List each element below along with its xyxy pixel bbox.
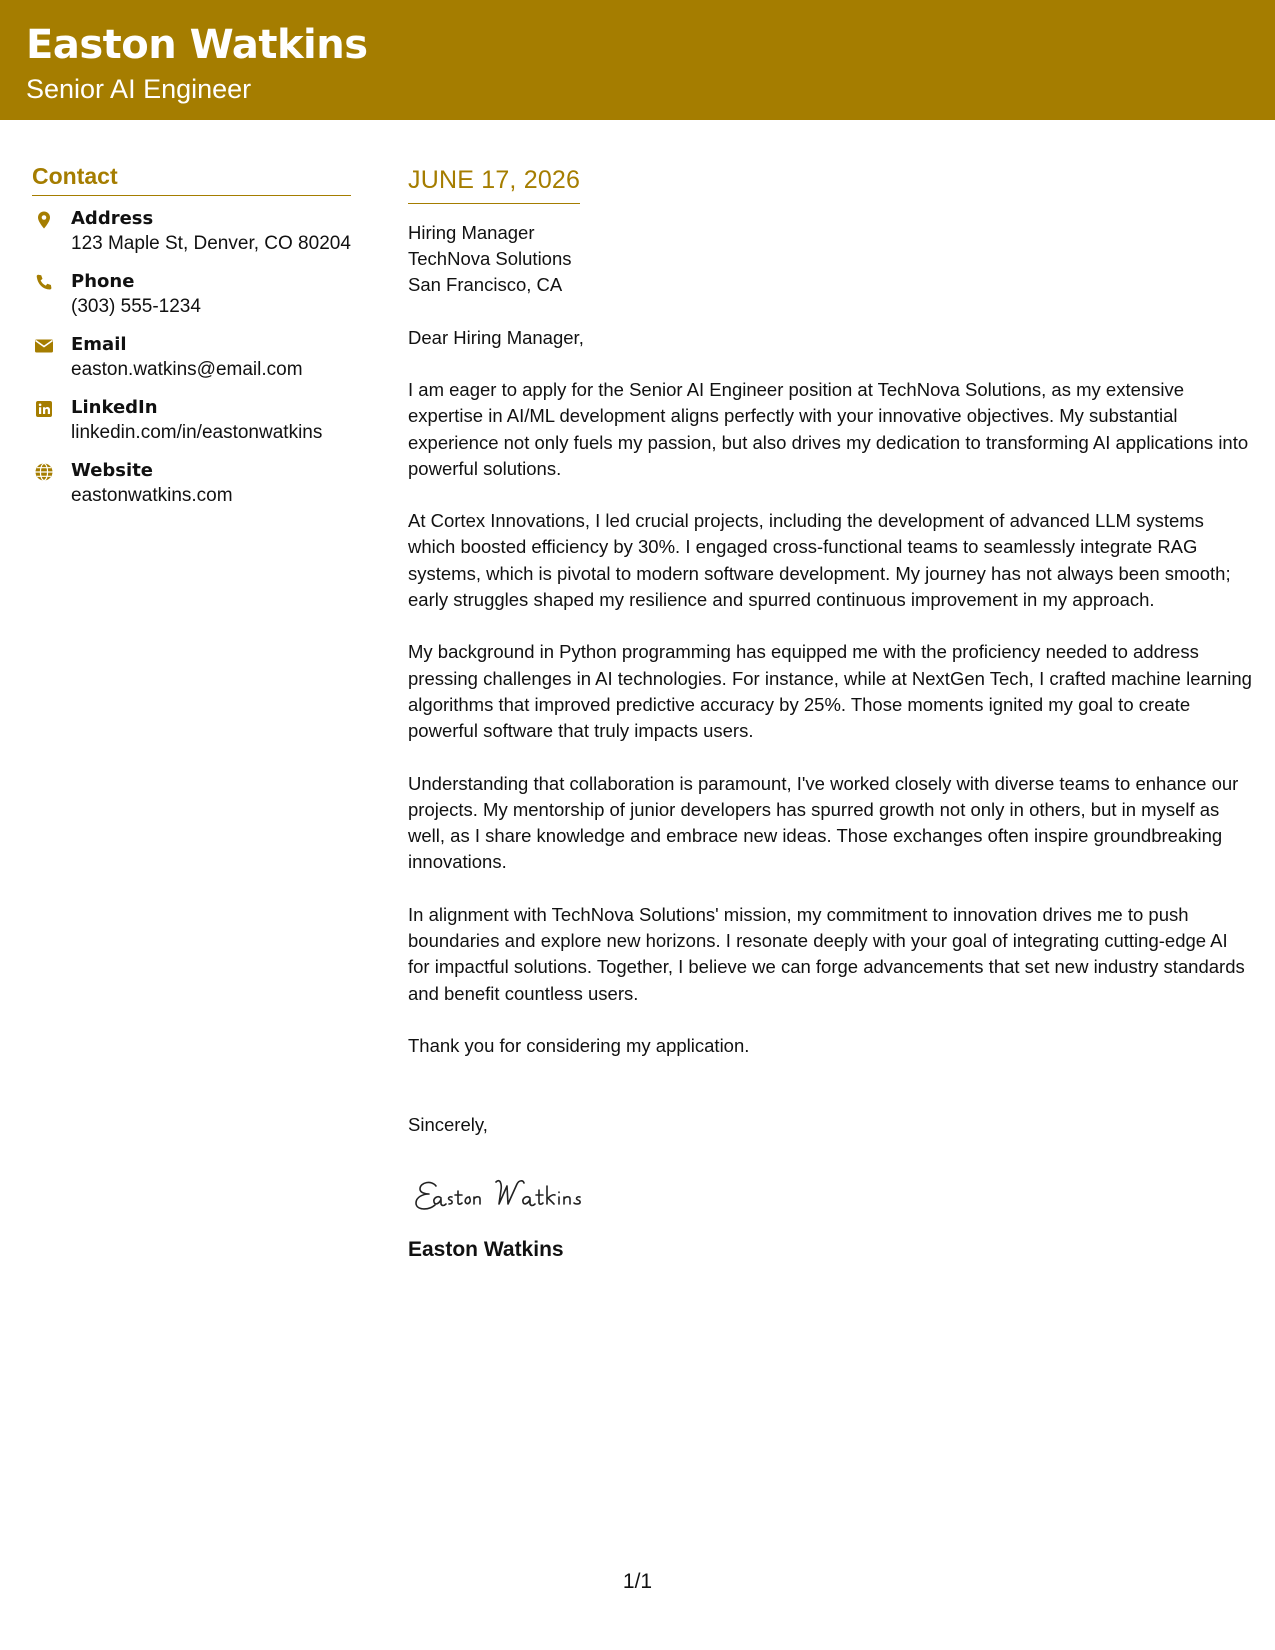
header-banner bbox=[0, 0, 1275, 120]
letter-paragraph: At Cortex Innovations, I led crucial projects, including the development of advanced LLM systems which boosted efficiency by 30%. I engaged cross-functional teams to seamlessly integrate RAG systems, which is pivotal to modern software development. My journey has not always been smooth; early struggles shaped my resilience and spurred continuous improvement in my approach. bbox=[408, 510, 1231, 611]
recipient-block bbox=[408, 220, 1253, 298]
candidate-name: Easton Watkins bbox=[26, 22, 368, 68]
contact-value: linkedin.com/in/eastonwatkins bbox=[71, 422, 323, 443]
contact-value: (303) 555-1234 bbox=[71, 296, 201, 317]
recipient-line: TechNova Solutions bbox=[408, 248, 572, 269]
contact-label: Phone bbox=[71, 271, 135, 292]
recipient-line: San Francisco, CA bbox=[408, 274, 563, 295]
letter-body bbox=[408, 166, 1253, 1262]
letter-paragraph: Understanding that collaboration is paramount, I've worked closely with diverse teams to enhance our projects. My mentorship of junior developers has spurred growth not only in others, but in myself as well, as I share knowledge and embrace new ideas. Those exchanges often inspire groundbreaking innovations. bbox=[408, 772, 1239, 873]
sidebar bbox=[32, 163, 351, 523]
map-pin-icon bbox=[34, 210, 54, 230]
contact-label: Address bbox=[71, 208, 154, 229]
contact-value: 123 Maple St, Denver, CO 80204 bbox=[71, 233, 351, 254]
letter-paragraph: In alignment with TechNova Solutions' mission, my commitment to innovation drives me to push boundaries and explore new horizons. I resonate deeply with your goal of integrating cutting-edge AI for impactful solutions. Together, I believe we can forge advancements that set new industry standards and benefit countless users. bbox=[408, 903, 1245, 1004]
contact-item-address bbox=[32, 208, 351, 271]
contact-item-phone bbox=[32, 271, 351, 334]
envelope-icon bbox=[34, 336, 54, 356]
phone-icon bbox=[34, 273, 54, 293]
closing: Sincerely, bbox=[408, 1114, 488, 1136]
handwritten-signature bbox=[408, 1164, 668, 1224]
letter-paragraph: Thank you for considering my application. bbox=[408, 1034, 750, 1056]
contact-item-website bbox=[32, 460, 351, 523]
letter-date: JUNE 17, 2026 bbox=[408, 166, 580, 204]
contact-value: eastonwatkins.com bbox=[71, 485, 233, 506]
contact-list bbox=[32, 208, 351, 523]
page-number: 1/1 bbox=[622, 1570, 653, 1593]
recipient-line: Hiring Manager bbox=[408, 222, 535, 243]
letter-paragraph: I am eager to apply for the Senior AI Engineer position at TechNova Solutions, as my extensive expertise in AI/ML development aligns perfectly with your innovative objectives. My substantial experience not only fuels my passion, but also drives my dedication to transforming AI applications into powerful solutions. bbox=[408, 379, 1249, 479]
salutation: Dear Hiring Manager, bbox=[408, 327, 584, 348]
contact-label: Website bbox=[71, 460, 154, 481]
contact-label: Email bbox=[71, 334, 127, 355]
linkedin-icon bbox=[34, 399, 54, 419]
signed-name: Easton Watkins bbox=[408, 1238, 564, 1262]
contact-section-title: Contact bbox=[32, 163, 351, 196]
candidate-role: Senior AI Engineer bbox=[26, 74, 252, 104]
globe-icon bbox=[34, 462, 54, 482]
contact-item-linkedin bbox=[32, 397, 351, 460]
contact-value: easton.watkins@email.com bbox=[71, 359, 303, 380]
contact-label: LinkedIn bbox=[71, 397, 158, 418]
contact-item-email bbox=[32, 334, 351, 397]
letter-paragraph: My background in Python programming has equipped me with the proficiency needed to address pressing challenges in AI technologies. For instance, while at NextGen Tech, I crafted machine learning algorithms that improved predictive accuracy by 25%. Those moments ignited my goal to create powerful software that truly impacts users. bbox=[408, 641, 1252, 742]
